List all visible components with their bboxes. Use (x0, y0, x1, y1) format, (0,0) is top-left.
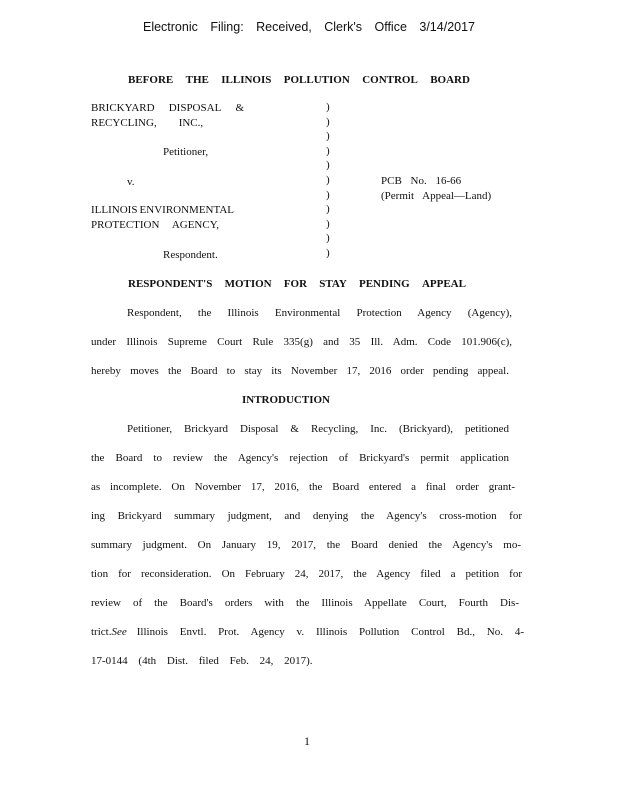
caption-parentheses (326, 100, 336, 261)
motion-title-word: APPEAL (421, 278, 466, 290)
para1-line: under Illinois Supreme Court Rule 335(g) and 35 Ill. Adm. Code 101.906(c), (91, 336, 512, 348)
caption-word: AGENCY, (171, 219, 219, 231)
caption-word: INC., (178, 117, 204, 129)
petitioner-name-line1 (91, 102, 244, 114)
paren-mark: ) (326, 203, 330, 216)
versus-label: v. (127, 176, 135, 188)
case-number: PCB No. 16-66 (381, 175, 462, 187)
para2-last-line: 17-0144 (4th Dist. filed Feb. 24, 2017). (91, 655, 313, 667)
paren-mark: ) (326, 188, 330, 201)
motion-title-word: STAY (319, 278, 347, 290)
filing-stamp: Electronic Filing: Received, Clerk's Office 3/14/2017 (142, 20, 475, 34)
citation-line (91, 626, 524, 638)
motion-title-word: RESPONDENT'S (128, 278, 213, 290)
paren-mark: ) (326, 115, 330, 128)
paren-mark: ) (326, 159, 330, 172)
citation-prefix: trict. (91, 626, 112, 638)
respondent-role: Respondent. (163, 249, 218, 261)
para2-line: review of the Board's orders with the Illinois Appellate Court, Fourth Dis- (91, 597, 519, 609)
caption-word: PROTECTION (91, 219, 160, 231)
para1-line: Respondent, the Illinois Environmental Protection Agency (Agency), (127, 307, 512, 319)
caption-word: RECYCLING, (91, 117, 157, 129)
motion-title-word: FOR (283, 278, 308, 290)
board-title-word: POLLUTION (283, 74, 350, 86)
board-title-word: ILLINOIS (221, 74, 272, 86)
paren-mark: ) (326, 101, 330, 113)
respondent-name-line2 (91, 219, 219, 231)
paren-mark: ) (326, 130, 330, 143)
case-type: (Permit Appeal—Land) (381, 190, 492, 202)
paren-mark: ) (326, 217, 330, 230)
paren-mark: ) (326, 144, 330, 157)
para2-line: ing Brickyard summary judgment, and denying the Agency's cross-motion for (91, 510, 522, 522)
caption-word: BRICKYARD (91, 102, 155, 114)
motion-title-word: PENDING (359, 278, 410, 290)
caption-word: DISPOSAL (168, 102, 222, 114)
section-heading: INTRODUCTION (241, 394, 330, 406)
petitioner-name-line2 (91, 117, 203, 129)
citation-body: Illinois Envtl. Prot. Agency v. Illinois Pollution Control Bd., No. 4- (136, 626, 524, 638)
board-title-word: CONTROL (362, 74, 418, 86)
paren-mark: ) (326, 232, 330, 245)
respondent-name-line1 (91, 204, 234, 216)
caption-word: & (235, 102, 244, 114)
para2-line: the Board to review the Agency's rejection of Brickyard's permit application (91, 452, 509, 464)
board-title-word: BOARD (430, 74, 470, 86)
paren-mark: ) (326, 246, 330, 259)
page-number: 1 (304, 734, 310, 748)
board-title-word: BEFORE (128, 74, 174, 86)
caption-word: ENVIRONMENTAL (139, 204, 234, 216)
motion-title-word: MOTION (224, 278, 272, 290)
motion-title (128, 278, 466, 290)
citation-signal: See (111, 626, 127, 638)
caption-word: ILLINOIS (91, 204, 138, 216)
petitioner-role: Petitioner, (163, 146, 209, 158)
para2-line: summary judgment. On January 19, 2017, the Board denied the Agency's mo- (91, 539, 521, 551)
paren-mark: ) (326, 173, 330, 186)
board-title-word: THE (185, 74, 209, 86)
para1-line: hereby moves the Board to stay its November 17, 2016 order pending appeal. (91, 365, 509, 377)
board-title (128, 74, 470, 86)
para2-line: tion for reconsideration. On February 24, 2017, the Agency filed a petition for (91, 568, 522, 580)
para2-line: Petitioner, Brickyard Disposal & Recycling, Inc. (Brickyard), petitioned (127, 423, 509, 435)
para2-line: as incomplete. On November 17, 2016, the Board entered a final order grant- (91, 481, 515, 493)
